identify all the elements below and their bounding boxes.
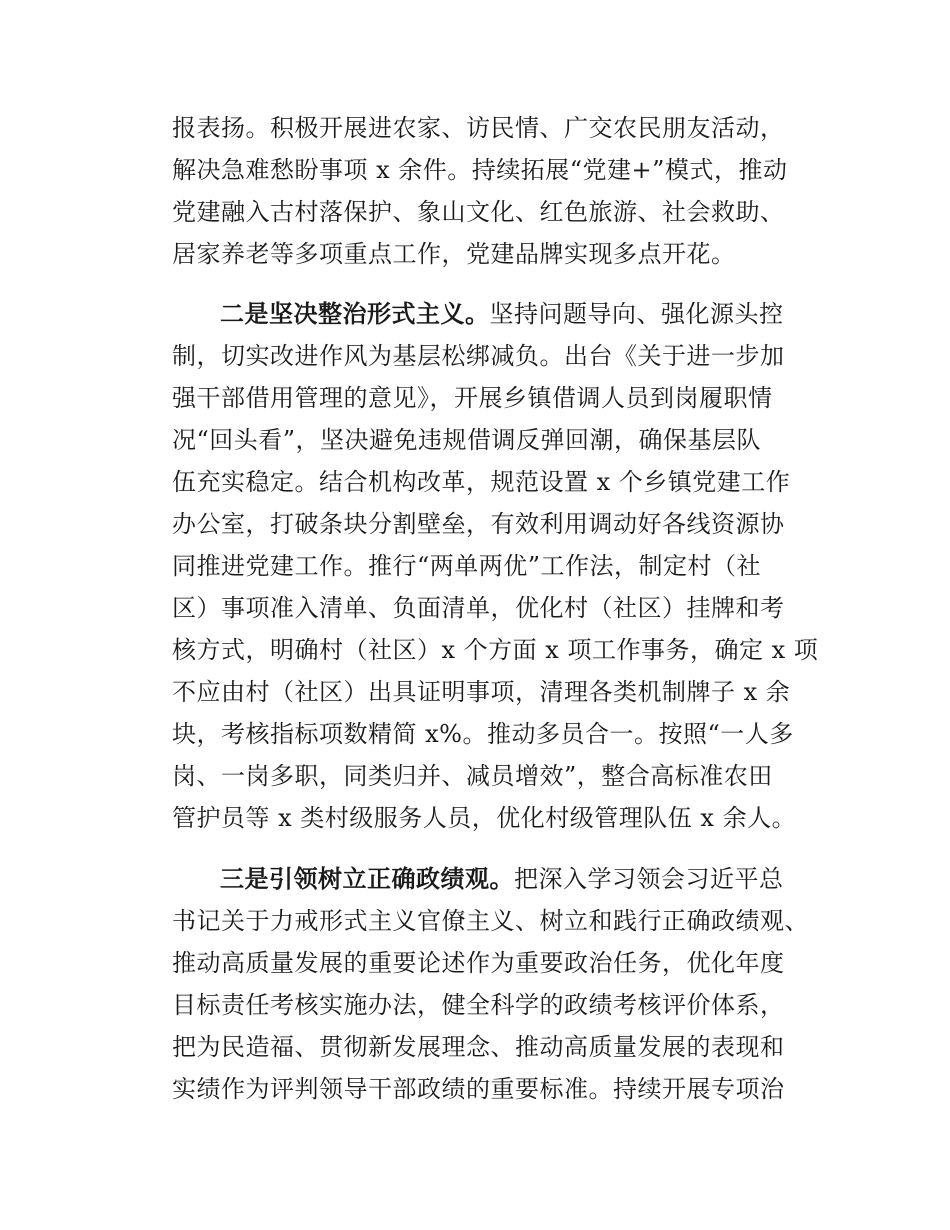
paragraph-line: 岗、一岗多职，同类归并、减员增效”，整合高标准农田 xyxy=(172,762,773,790)
paragraph-line: 强干部借用管理的意见》，开展乡镇借调人员到岗履职情 xyxy=(172,384,773,412)
paragraph-line: 不应由村（社区）出具证明事项，清理各类机制牌子 x 余 xyxy=(172,678,791,706)
paragraph-2 xyxy=(172,293,819,839)
paragraph-line: 居家养老等多项重点工作，党建品牌实现多点开花。 xyxy=(172,240,736,268)
paragraph-line: 伍充实稳定。结合机构改革，规范设置 x 个乡镇党建工作 xyxy=(172,468,791,496)
paragraph-line: 把深入学习领会习近平总 xyxy=(514,865,784,893)
paragraph-line: 实绩作为评判领导干部政绩的重要标准。持续开展专项治 xyxy=(172,1075,785,1103)
paragraph-line: 报表扬。积极开展进农家、访民情、广交农民朋友活动， xyxy=(172,114,785,142)
paragraph-line: 把为民造福、贯彻新发展理念、推动高质量发展的表现和 xyxy=(172,1033,785,1061)
paragraph-line: 书记关于力戒形式主义官僚主义、树立和践行正确政绩观、 xyxy=(172,907,809,935)
paragraph-line: 坚持问题导向、强化源头控 xyxy=(489,300,784,328)
paragraph-line: 解决急难愁盼事项 x 余件。持续拓展“党建+”模式，推动 xyxy=(172,156,788,184)
paragraph-heading: 三是引领树立正确政绩观。 xyxy=(220,865,514,893)
paragraph-line: 同推进党建工作。推行“两单两优”工作法，制定村（社 xyxy=(172,552,762,580)
paragraph-1 xyxy=(172,107,812,275)
paragraph-line: 党建融入古村落保护、象山文化、红色旅游、社会救助、 xyxy=(172,198,785,226)
paragraph-line: 块，考核指标项数精简 x%。推动多员合一。按照“一人多 xyxy=(172,720,794,748)
paragraph-line: 制，切实改进作风为基层松绑减负。出台《关于进一步加 xyxy=(172,342,785,370)
paragraph-line: 核方式，明确村（社区）x 个方面 x 项工作事务，确定 x 项 xyxy=(172,636,819,664)
paragraph-line: 推动高质量发展的重要论述作为重要政治任务，优化年度 xyxy=(172,949,785,977)
paragraph-line: 管护员等 x 类村级服务人员，优化村级管理队伍 x 余人。 xyxy=(172,804,797,832)
paragraph-3 xyxy=(172,858,812,1110)
paragraph-heading: 二是坚决整治形式主义。 xyxy=(220,300,490,328)
paragraph-line: 目标责任考核实施办法，健全科学的政绩考核评价体系， xyxy=(172,991,785,1019)
paragraph-first-line xyxy=(172,293,812,335)
paragraph-first-line xyxy=(172,858,812,900)
paragraph-line: 况“回头看”，坚决避免违规借调反弹回潮，确保基层队 xyxy=(172,426,762,454)
paragraph-line: 区）事项准入清单、负面清单，优化村（社区）挂牌和考 xyxy=(172,594,785,622)
paragraph-line: 办公室，打破条块分割壁垒，有效利用调动好各线资源协 xyxy=(172,510,785,538)
